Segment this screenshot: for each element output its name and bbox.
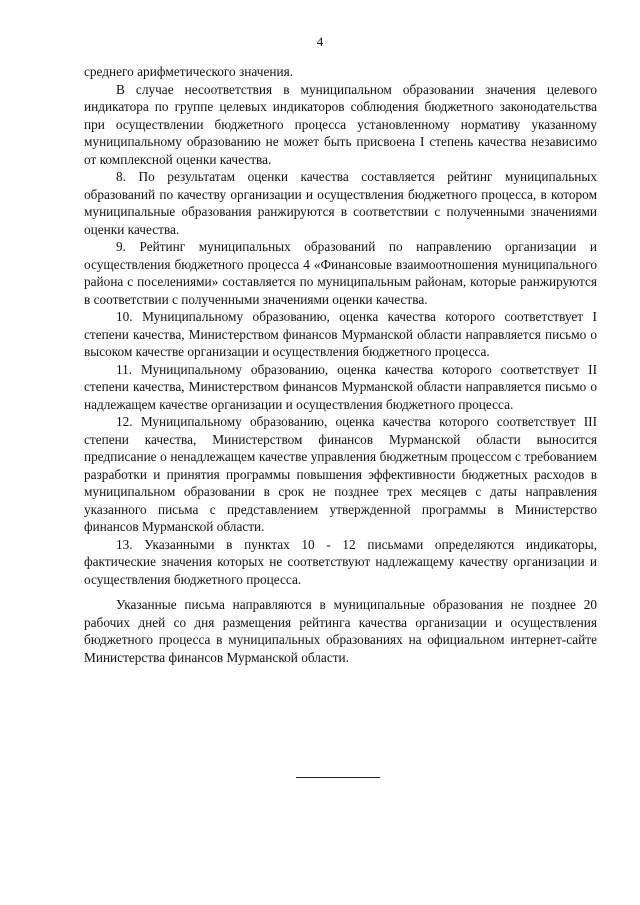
paragraph-item-10: 10. Муниципальному образованию, оценка качества которого соответствует I степени качества, Министерством финансов Мурманской области направляется письмо о высоком качестве организации и осуществления бюджетного процесса. — [84, 309, 597, 359]
page-number: 4 — [316, 34, 324, 49]
paragraph-continuation: среднего арифметического значения. — [84, 64, 294, 79]
paragraph-mismatch-clause: В случае несоответствия в муниципальном образовании значения целевого индикатора по группе целевых индикаторов соблюдения бюджетного законодательства при осуществлении бюджетного процесса установленному нормативу указанному муниципальному образованию не может быть присвоена I степень качества независимо от комплексной оценки качества. — [84, 81, 597, 167]
end-of-document-rule — [296, 777, 380, 778]
paragraph-item-13: 13. Указанными в пунктах 10 - 12 письмами определяются индикаторы, фактические значения которых не соответствуют надлежащему качеству организации и осуществления бюджетного процесса. — [84, 536, 597, 587]
paragraph-item-12: 12. Муниципальному образованию, оценка качества которого соответствует III степени качества, Министерством финансов Мурманской области выносится предписание о ненадлежащем качестве управления бюджетным процессом с требованием разработки и принятия программы повышения эффективности бюджетных расходов в муниципальном образовании в срок не позднее трех месяцев с даты направления указанного письма с представлением утвержденной программы в Министерство финансов Мурманской области. — [84, 414, 597, 534]
paragraph-item-9: 9. Рейтинг муниципальных образований по направлению организации и осуществления бюджетного процесса 4 «Финансовые взаимоотношения муниципального района с поселениями» составляется по муниципальным районам, которые ранжируются в соответствии с полученными значениями оценки качества. — [84, 239, 597, 307]
paragraph-item-8: 8. По результатам оценки качества составляется рейтинг муниципальных образований по качеству организации и осуществления бюджетного процесса, в котором муниципальные образования ранжируются в соответствии с полученными значениями оценки качества. — [84, 169, 597, 237]
paragraph-item-11: 11. Муниципальному образованию, оценка качества которого соответствует II степени качества, Министерством финансов Мурманской области направляется письмо о надлежащем качестве организации и осуществления бюджетного процесса. — [84, 361, 597, 412]
document-body — [84, 63, 597, 666]
paragraph-letters-deadline: Указанные письма направляются в муниципальные образования не позднее 20 рабочих дней со дня размещения рейтинга качества организации и осуществления бюджетного процесса в муниципальных образованиях на официальном интернет-сайте Министерства финансов Мурманской области. — [84, 597, 597, 665]
